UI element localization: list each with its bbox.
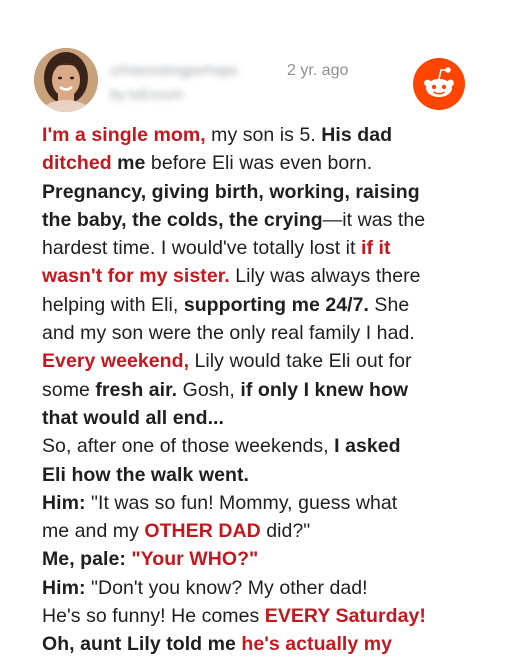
post-text-line bbox=[42, 489, 490, 517]
highlighted-text: supporting me 24/7. bbox=[183, 293, 369, 316]
highlighted-text: Every weekend, bbox=[42, 350, 190, 373]
highlighted-text: OTHER DAD bbox=[144, 520, 261, 543]
reddit-snoo-icon[interactable] bbox=[413, 58, 465, 110]
post-text-line bbox=[42, 121, 490, 149]
highlighted-text: fresh air. bbox=[95, 378, 178, 401]
post-text-line bbox=[42, 262, 490, 290]
highlighted-text: Him: bbox=[42, 576, 86, 599]
post-text-segment: —it was the bbox=[322, 208, 426, 231]
highlighted-text: Oh, aunt Lily told me bbox=[42, 633, 242, 656]
highlighted-text: if it bbox=[361, 237, 391, 260]
post-text-line bbox=[42, 291, 490, 319]
highlighted-text: Eli how the walk went. bbox=[42, 463, 249, 486]
post-text-line bbox=[42, 602, 490, 630]
post-text-segment: did?" bbox=[260, 520, 311, 543]
post-text-segment: Lily would take Eli out for bbox=[189, 350, 412, 373]
post-text-line bbox=[42, 545, 490, 573]
post-text-segment: She bbox=[368, 293, 410, 316]
post-text-line bbox=[42, 574, 490, 602]
post-text-line bbox=[42, 178, 490, 206]
post-text-segment: Gosh, bbox=[177, 378, 241, 401]
post-text-segment: some bbox=[42, 378, 96, 401]
post-text-line bbox=[42, 461, 490, 489]
post-body bbox=[42, 121, 490, 659]
post-text-line bbox=[42, 432, 490, 460]
post-header bbox=[0, 0, 512, 120]
post-text-line bbox=[42, 234, 490, 262]
post-text-line bbox=[42, 376, 490, 404]
highlighted-text: Him: bbox=[42, 491, 86, 514]
highlighted-text: ditched bbox=[42, 152, 112, 175]
highlighted-text: "Your WHO?" bbox=[131, 548, 259, 571]
highlighted-text: the baby, the colds, the crying bbox=[42, 208, 323, 231]
post-text-segment: my son is 5. bbox=[205, 124, 322, 146]
highlighted-text: His dad bbox=[321, 124, 393, 146]
post-text-segment: helping with Eli, bbox=[42, 293, 184, 316]
post-text-segment: "Don't you know? My other dad! bbox=[85, 576, 368, 599]
post-text-line bbox=[42, 149, 490, 177]
post-text-line bbox=[42, 517, 490, 545]
post-text-segment: Lily was always there bbox=[229, 265, 421, 288]
highlighted-text: he's actually my bbox=[241, 633, 393, 656]
highlighted-text: I asked bbox=[334, 435, 401, 458]
post-text-segment: me and my bbox=[42, 520, 145, 543]
highlighted-text: me bbox=[111, 152, 146, 175]
post-text-segment: hardest time. I would've totally lost it bbox=[42, 237, 361, 260]
post-text-segment: "It was so fun! Mommy, guess what bbox=[85, 491, 398, 514]
post-text-segment: So, after one of those weekends, bbox=[42, 435, 335, 458]
post-text-segment: He's so funny! He comes bbox=[42, 605, 265, 628]
username[interactable]: u/Interestingperhaps bbox=[110, 62, 238, 78]
post-timestamp: 2 yr. ago bbox=[287, 62, 349, 79]
post-text-line bbox=[42, 206, 490, 234]
post-text-line bbox=[42, 630, 490, 658]
highlighted-text: that would all end... bbox=[42, 406, 224, 429]
highlighted-text: Me, pale: bbox=[42, 548, 126, 571]
post-text-line bbox=[42, 319, 490, 347]
highlighted-text: if only I knew how bbox=[240, 378, 409, 401]
highlighted-text: EVERY Saturday! bbox=[264, 605, 426, 628]
highlighted-text: Pregnancy, giving birth, working, raising bbox=[42, 180, 420, 203]
user-avatar-icon[interactable] bbox=[34, 48, 98, 112]
highlighted-text: wasn't for my sister. bbox=[42, 265, 230, 288]
post-text-segment: before Eli was even born. bbox=[145, 152, 373, 175]
post-text-line bbox=[42, 347, 490, 375]
post-text-line bbox=[42, 404, 490, 432]
post-author-line[interactable]: by toExxum bbox=[110, 86, 184, 102]
post-text-segment: and my son were the only real family I had. bbox=[42, 322, 415, 345]
highlighted-text: I'm a single mom, bbox=[42, 124, 206, 146]
